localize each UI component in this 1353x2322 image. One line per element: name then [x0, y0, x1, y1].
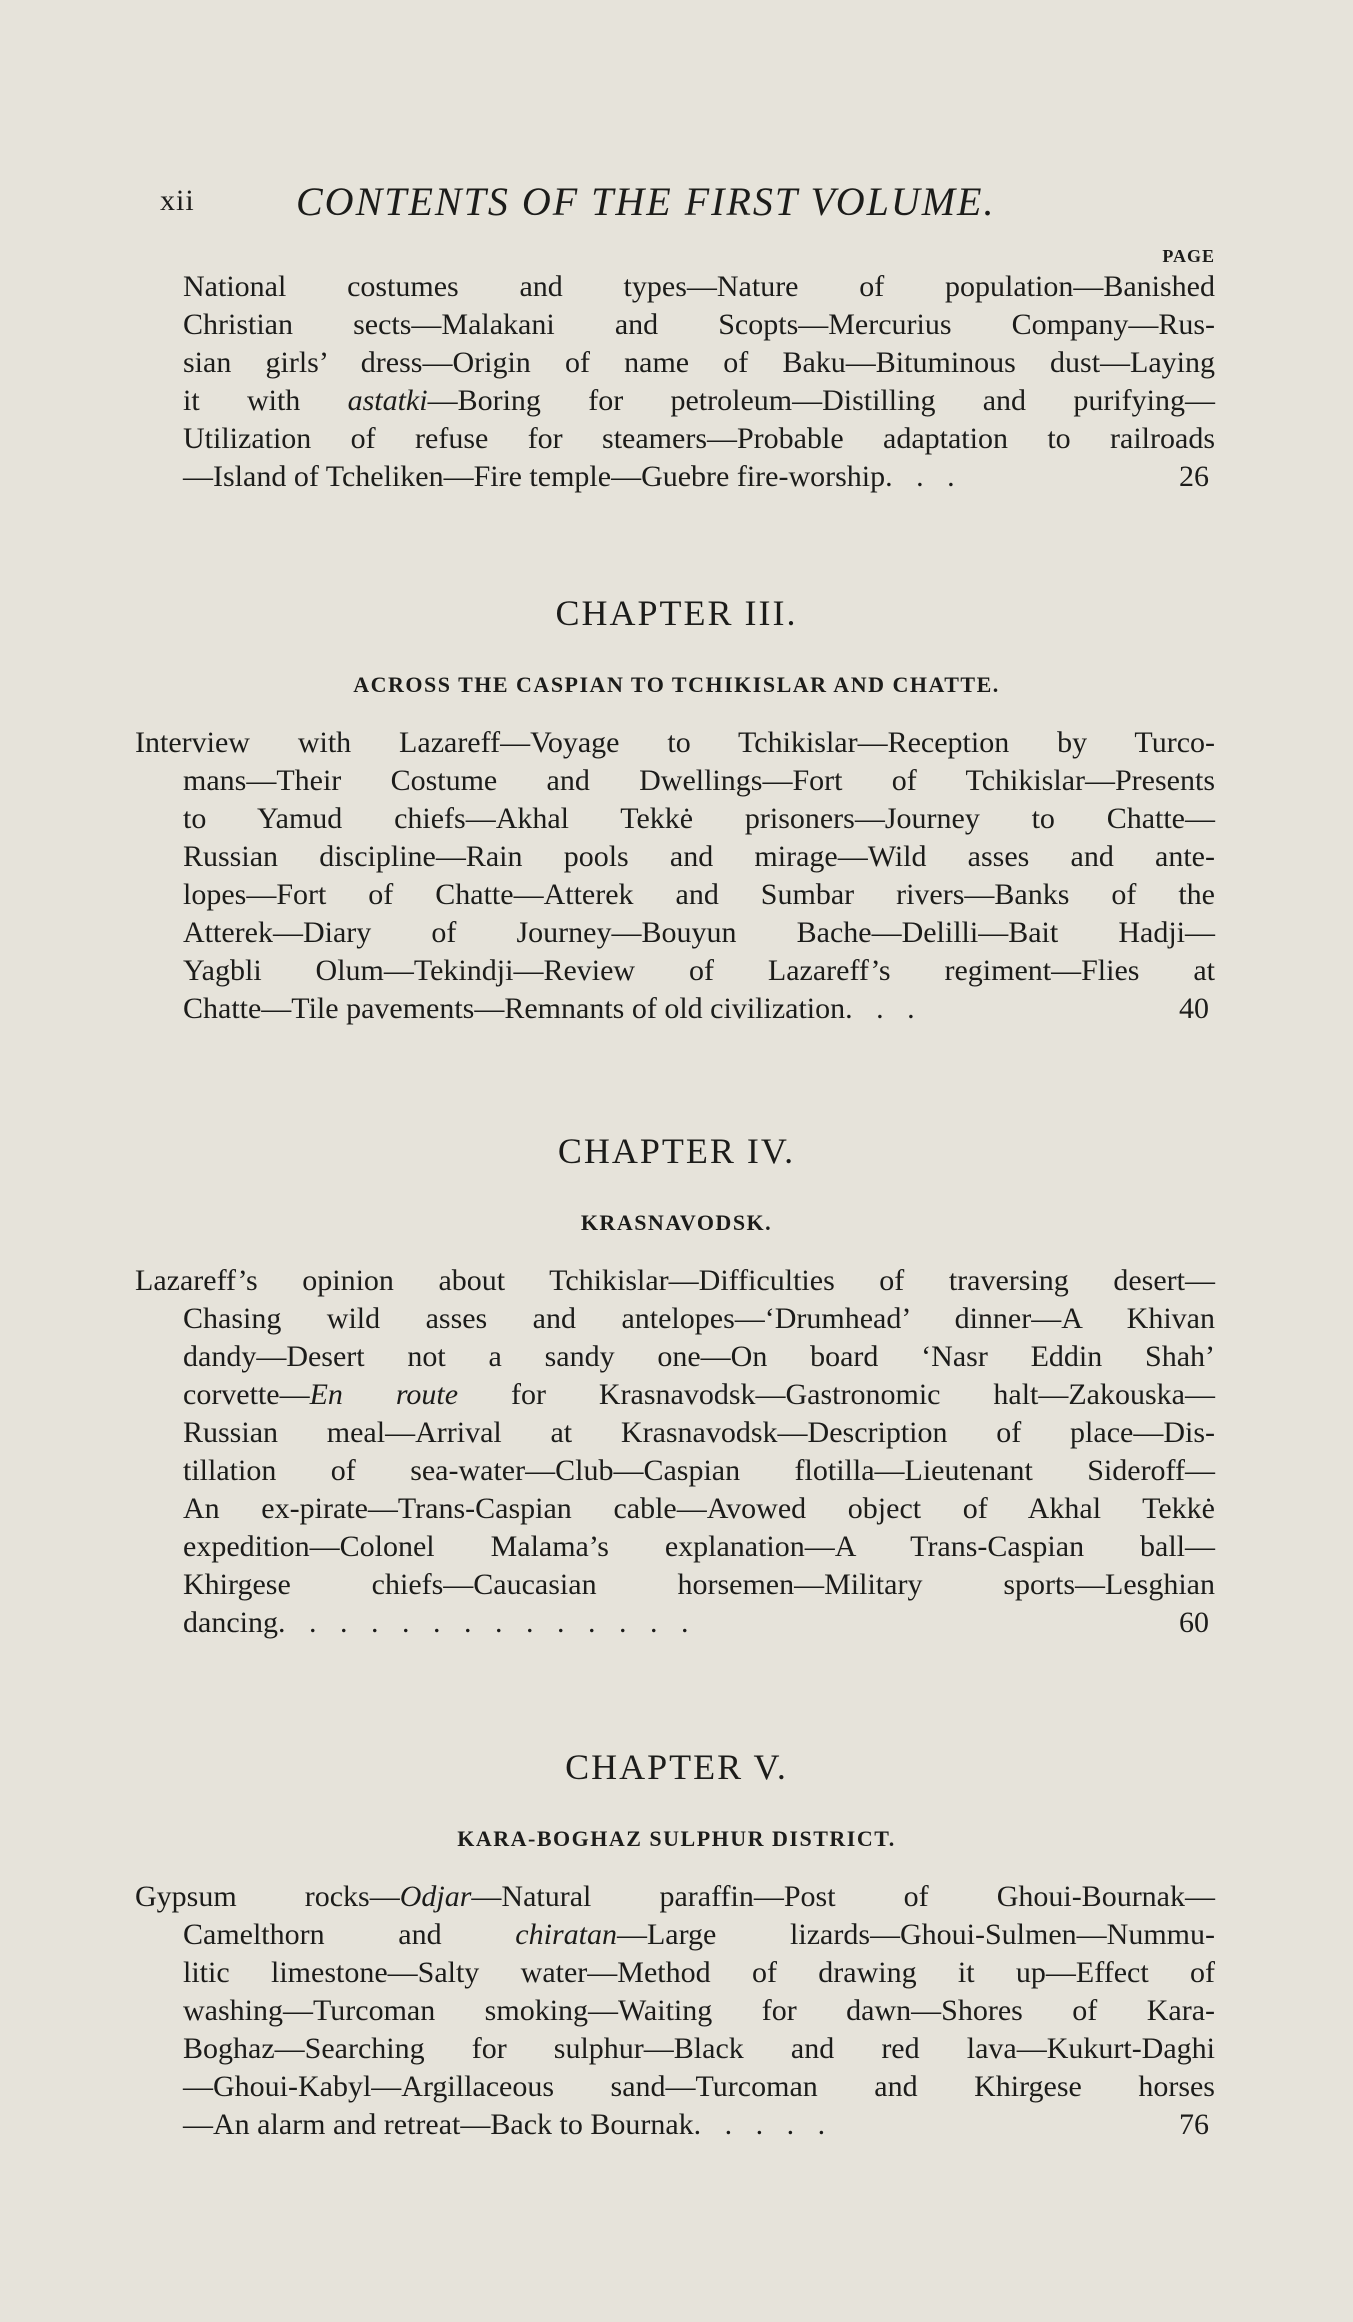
running-title: CONTENTS OF THE FIRST VOLUME. — [296, 179, 996, 224]
entry-line: dandy—Desert not a sandy one—On board ‘Nasr Eddin Shah’ — [183, 1340, 1215, 1373]
entry-line: dancing — [183, 1606, 278, 1639]
entry-line: to Yamud chiefs—Akhal Tekkė prisoners—Journey to Chatte— — [183, 802, 1215, 835]
contents-entry-chapter-5 — [135, 1878, 1215, 2144]
entry-line: Chasing wild asses and antelopes—‘Drumhead’ dinner—A Khivan — [183, 1302, 1215, 1335]
entry-line: Lazareff’s opinion about Tchikislar—Difficulties of traversing desert— — [135, 1264, 1215, 1297]
chapter-heading: CHAPTER IV. — [557, 1131, 796, 1171]
entry-line: expedition—Colonel Malama’s explanation—A Trans-Caspian ball— — [183, 1530, 1215, 1563]
entry-line: —An alarm and retreat—Back to Bournak — [183, 2108, 694, 2141]
entry-line: sian girls’ dress—Origin of name of Baku—Bituminous dust—Laying — [183, 346, 1215, 379]
entry-line: Camelthorn and chiratan—Large lizards—Ghoui-Sulmen—Nummu- — [183, 1918, 1215, 1951]
entry-line: corvette—En route for Krasnavodsk—Gastronomic halt—Zakouska— — [183, 1378, 1215, 1411]
entry-last-line — [183, 2106, 1215, 2144]
entry-line: Christian sects—Malakani and Scopts—Mercurius Company—Rus- — [183, 308, 1215, 341]
page-column-label: PAGE — [1162, 246, 1215, 266]
entry-line: —Ghoui-Kabyl—Argillaceous sand—Turcoman and Khirgese horses — [183, 2070, 1215, 2103]
italic-term: astatki — [347, 384, 428, 417]
entry-line: National costumes and types—Nature of population—Banished — [183, 270, 1215, 303]
entry-line: washing—Turcoman smoking—Waiting for dawn—Shores of Kara- — [183, 1994, 1215, 2027]
chapter-heading: CHAPTER V. — [565, 1747, 788, 1787]
entry-last-line — [183, 990, 1215, 1028]
italic-term: En route — [309, 1378, 459, 1411]
entry-line: Utilization of refuse for steamers—Probable adaptation to railroads — [183, 422, 1215, 455]
folio-number: xii — [160, 184, 195, 217]
entry-line: lopes—Fort of Chatte—Atterek and Sumbar rivers—Banks of the — [183, 878, 1215, 911]
dot-leader: . . . — [885, 460, 963, 493]
entry-line: Chatte—Tile pavements—Remnants of old civilization — [183, 992, 846, 1025]
entry-line: Gypsum rocks—Odjar—Natural paraffin—Post of Ghoui-Bournak— — [135, 1880, 1215, 1913]
entry-line: tillation of sea-water—Club—Caspian flotilla—Lieutenant Sideroff— — [183, 1454, 1215, 1487]
entry-line: Russian meal—Arrival at Krasnavodsk—Description of place—Dis- — [183, 1416, 1215, 1449]
entry-last-line — [183, 458, 1215, 496]
page-number: 60 — [1179, 1606, 1209, 1639]
chapter-heading: CHAPTER III. — [555, 593, 798, 633]
page-number: 26 — [1179, 460, 1209, 493]
dot-leader: . . . . . — [693, 2108, 834, 2141]
entry-line: mans—Their Costume and Dwellings—Fort of Tchikislar—Presents — [183, 764, 1215, 797]
entry-line: —Island of Tcheliken—Fire temple—Guebre fire-worship — [183, 460, 886, 493]
entry-line: Khirgese chiefs—Caucasian horsemen—Military sports—Lesghian — [183, 1568, 1215, 1601]
chapter-subtitle: KARA-BOGHAZ SULPHUR DISTRICT. — [457, 1826, 896, 1851]
italic-term: chiratan — [515, 1918, 617, 1951]
entry-line: Atterek—Diary of Journey—Bouyun Bache—Delilli—Bait Hadji— — [183, 916, 1215, 949]
page-number: 40 — [1179, 992, 1209, 1025]
entry-last-line — [183, 1604, 1215, 1642]
entry-line: Russian discipline—Rain pools and mirage—Wild asses and ante- — [183, 840, 1215, 873]
contents-entry-chapter-3 — [135, 724, 1215, 1028]
entry-line: it with astatki—Boring for petroleum—Distilling and purifying— — [183, 384, 1215, 417]
entry-line: Boghaz—Searching for sulphur—Black and red lava—Kukurt-Daghi — [183, 2032, 1215, 2065]
dot-leader: . . . — [845, 992, 923, 1025]
contents-entry-intro — [183, 268, 1215, 496]
entry-line: Yagbli Olum—Tekindji—Review of Lazareff’s regiment—Flies at — [183, 954, 1215, 987]
chapter-subtitle: KRASNAVODSK. — [580, 1210, 773, 1235]
entry-line: An ex-pirate—Trans-Caspian cable—Avowed object of Akhal Tekkė — [183, 1492, 1215, 1525]
page-header — [160, 178, 1220, 222]
page-number: 76 — [1179, 2108, 1209, 2141]
contents-entry-chapter-4 — [135, 1262, 1215, 1642]
italic-term: Odjar — [399, 1880, 472, 1913]
chapter-subtitle: ACROSS THE CASPIAN TO TCHIKISLAR AND CHATTE. — [353, 672, 1000, 697]
dot-leader: . . . . . . . . . . . . . . — [277, 1606, 697, 1639]
entry-line: litic limestone—Salty water—Method of drawing it up—Effect of — [183, 1956, 1215, 1989]
entry-line: Interview with Lazareff—Voyage to Tchikislar—Reception by Turco- — [135, 726, 1215, 759]
